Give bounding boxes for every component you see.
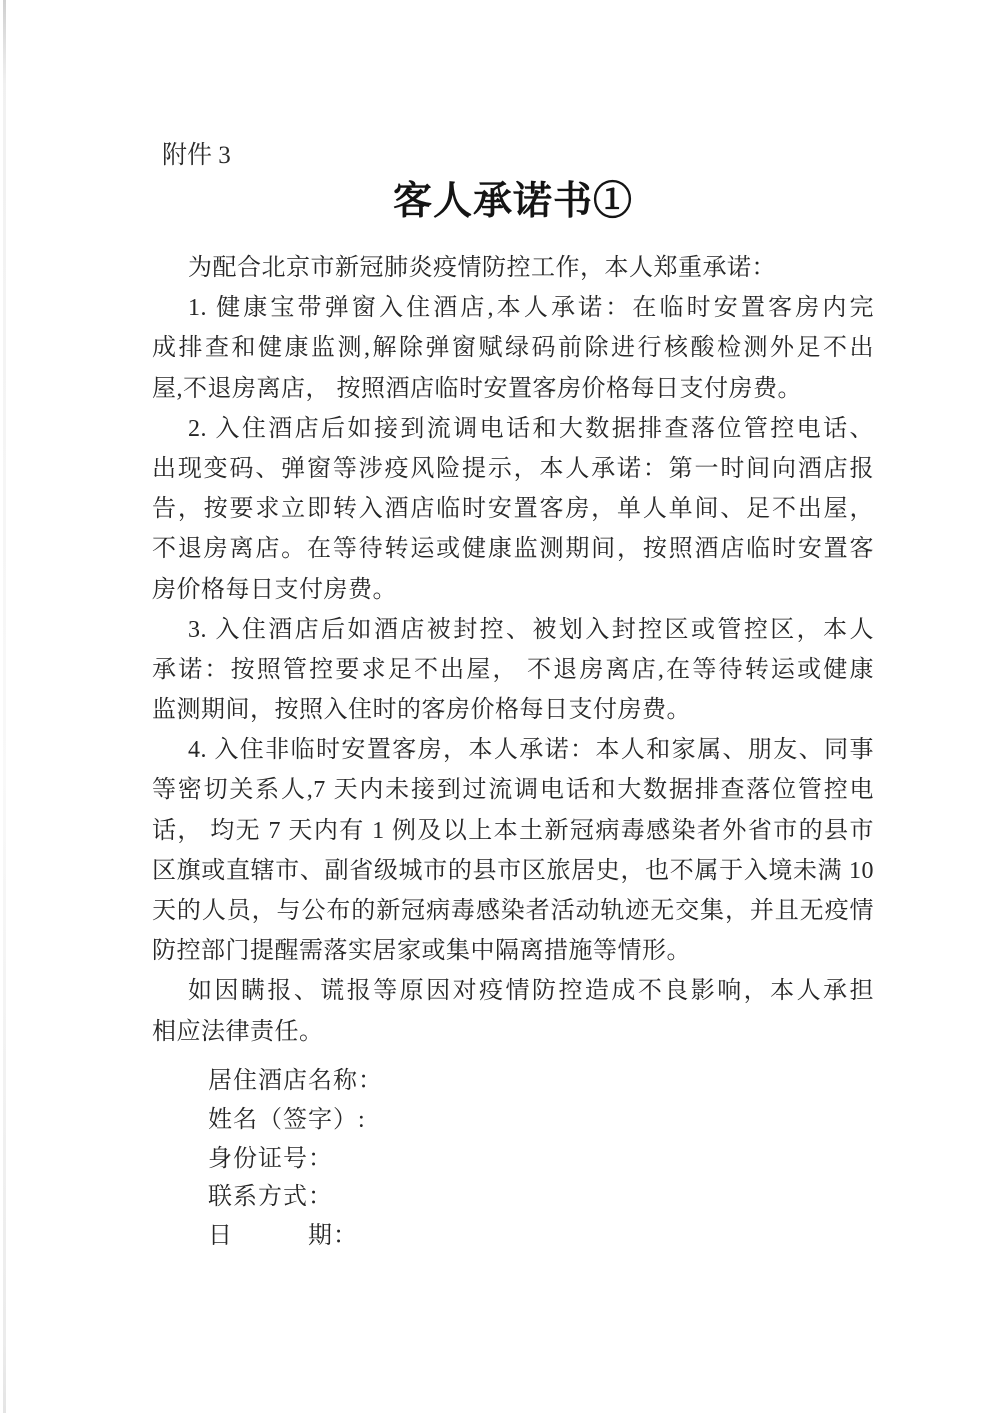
- body-line: 出现变码、弹窗等涉疫风险提示，本人承诺：第一时间向酒店报: [152, 455, 874, 482]
- body-line: 4. 入住非临时安置客房，本人承诺：本人和家属、朋友、同事: [188, 737, 874, 764]
- body-line: 为配合北京市新冠肺炎疫情防控工作，本人郑重承诺：: [188, 255, 776, 281]
- field-label: 联系方式：: [208, 1184, 333, 1211]
- body-line: 3. 入住酒店后如酒店被封控、被划入封控区或管控区，本人: [188, 616, 874, 643]
- body-line: 2. 入住酒店后如接到流调电话和大数据排查落位管控电话、: [188, 415, 874, 442]
- body-line: 成排查和健康监测,解除弹窗赋绿码前除进行核酸检测外足不出: [152, 335, 874, 362]
- body-line: 话， 均无 7 天内有 1 例及以上本土新冠病毒感染者外省市的县市: [152, 817, 874, 844]
- body-line: 相应法律责任。: [152, 1018, 324, 1045]
- body-line: 区旗或直辖市、副省级城市的县市区旅居史，也不属于入境未满 10: [152, 857, 874, 884]
- field-label: 姓名（签字）:: [208, 1106, 366, 1133]
- body-line: 如因瞒报、谎报等原因对疫情防控造成不良影响，本人承担: [188, 978, 874, 1005]
- body-line: 屋,不退房离店， 按照酒店临时安置客房价格每日支付房费。: [152, 375, 802, 402]
- body-line: 不退房离店。在等待转运或健康监测期间，按照酒店临时安置客: [152, 536, 874, 563]
- body-line: 房价格每日支付房费。: [152, 576, 397, 603]
- body-line: 承诺：按照管控要求足不出屋， 不退房离店,在等待转运或健康: [152, 656, 874, 683]
- body-line: 监测期间，按照入住时的客房价格每日支付房费。: [152, 697, 691, 724]
- signature-fields: [152, 1062, 874, 1256]
- scan-artifact-line: [3, 0, 6, 1413]
- body-line: 告，按要求立即转入酒店临时安置客房，单人单间、足不出屋，: [152, 496, 874, 523]
- attachment-label: 附件 3: [162, 142, 231, 169]
- field-label: 日 期：: [208, 1223, 358, 1250]
- field-label: 身份证号：: [208, 1145, 333, 1172]
- body-line: 等密切关系人,7 天内未接到过流调电话和大数据排查落位管控电: [152, 777, 874, 804]
- document-title: 客人承诺书①: [392, 180, 633, 223]
- field-label: 居住酒店名称：: [208, 1068, 383, 1094]
- document-body: [152, 248, 874, 1052]
- body-line: 防控部门提醒需落实居家或集中隔离措施等情形。: [152, 938, 691, 965]
- body-line: 1. 健康宝带弹窗入住酒店,本人承诺：在临时安置客房内完: [188, 295, 874, 322]
- body-line: 天的人员，与公布的新冠病毒感染者活动轨迹无交集，并且无疫情: [152, 898, 874, 924]
